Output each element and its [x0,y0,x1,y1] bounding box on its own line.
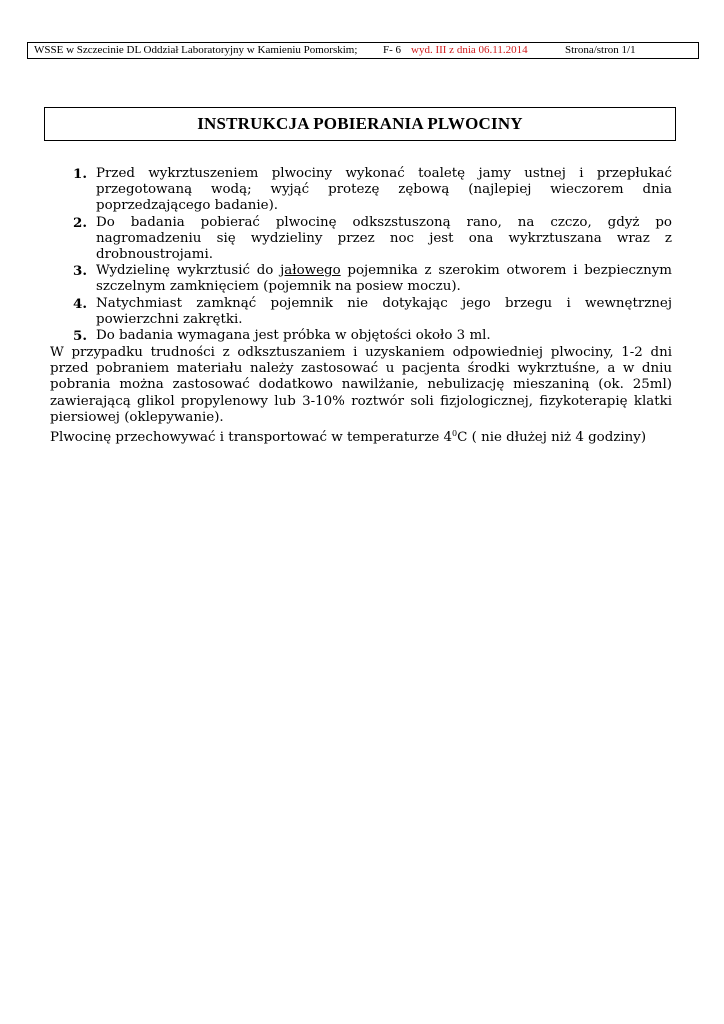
step-text: Do badania wymagana jest próbka w objętości około 3 ml. [96,328,491,344]
step-item [50,215,672,264]
step-text-after: pojemnika z szerokim otworem i bezpiecznym szczelnym zamknięciem (pojemnik na posiew moczu). [96,263,672,295]
step-text: Natychmiast zamknąć pojemnik nie dotykając jego brzegu i wewnętrznej powierzchni zakrętki. [96,295,672,327]
step-item [50,263,672,295]
step-text-before: Wydzielinę wykrztusić do [96,263,281,279]
step-number: 3. [73,263,87,280]
step-number: 2. [73,214,87,231]
step-text: Przed wykrztuszeniem plwociny wykonać toaletę jamy ustnej i przepłukać przegotowaną wodą; wyjąć protezę zębową (najlepiej wieczorem dnia poprzedzającego badanie). [96,166,672,214]
step-item [50,296,672,328]
step-number: 1. [73,166,87,182]
step-number: 5. [73,328,87,345]
header-page-count: Strona/stron 1/1 [565,44,636,56]
step-text: Do badania pobierać plwocinę odkszstuszoną rano, na czczo, gdyż po nagromadzeniu się wydzieliny przez noc jest ona wykrztuszana wraz z drobnoustrojami. [96,214,672,263]
instruction-steps [50,166,672,344]
storage-paragraph [50,430,672,446]
degree-superscript: 0 [452,429,458,438]
step-item [50,328,672,344]
storage-text-after: C ( nie dłużej niż 4 godziny) [457,430,647,445]
header-edition: wyd. III z dnia 06.11.2014 [411,44,528,56]
storage-text-before: Plwocinę przechowywać i transportować w temperaturze 4 [50,430,453,445]
step-number: 4. [73,295,87,312]
difficulty-paragraph: W przypadku trudności z odksztuszaniem i uzyskaniem odpowiedniej plwociny, 1-2 dni przed pobraniem materiału należy zastosować u pacjenta środki wykrztuśne, a w dniu pobrania można zastosować dodatkowo nawilżanie, nebulizację mieszaniną (ok. 25ml) zawierającą glikol propylenowy lub 3-10% roztwór soli fizjologicznej, fizykoterapię klatki piersiowej (oklepywanie). [50,345,672,425]
header-form-number: F- 6 [383,44,402,56]
step-text-underlined: jałowego [280,263,341,279]
document-title: INSTRUKCJA POBIERANIA PLWOCINY [44,107,676,141]
header-organization: WSSE w Szczecinie DL Oddział Laboratoryjny w Kamieniu Pomorskim; [34,44,358,56]
step-item [50,166,672,215]
document-header [27,42,699,59]
